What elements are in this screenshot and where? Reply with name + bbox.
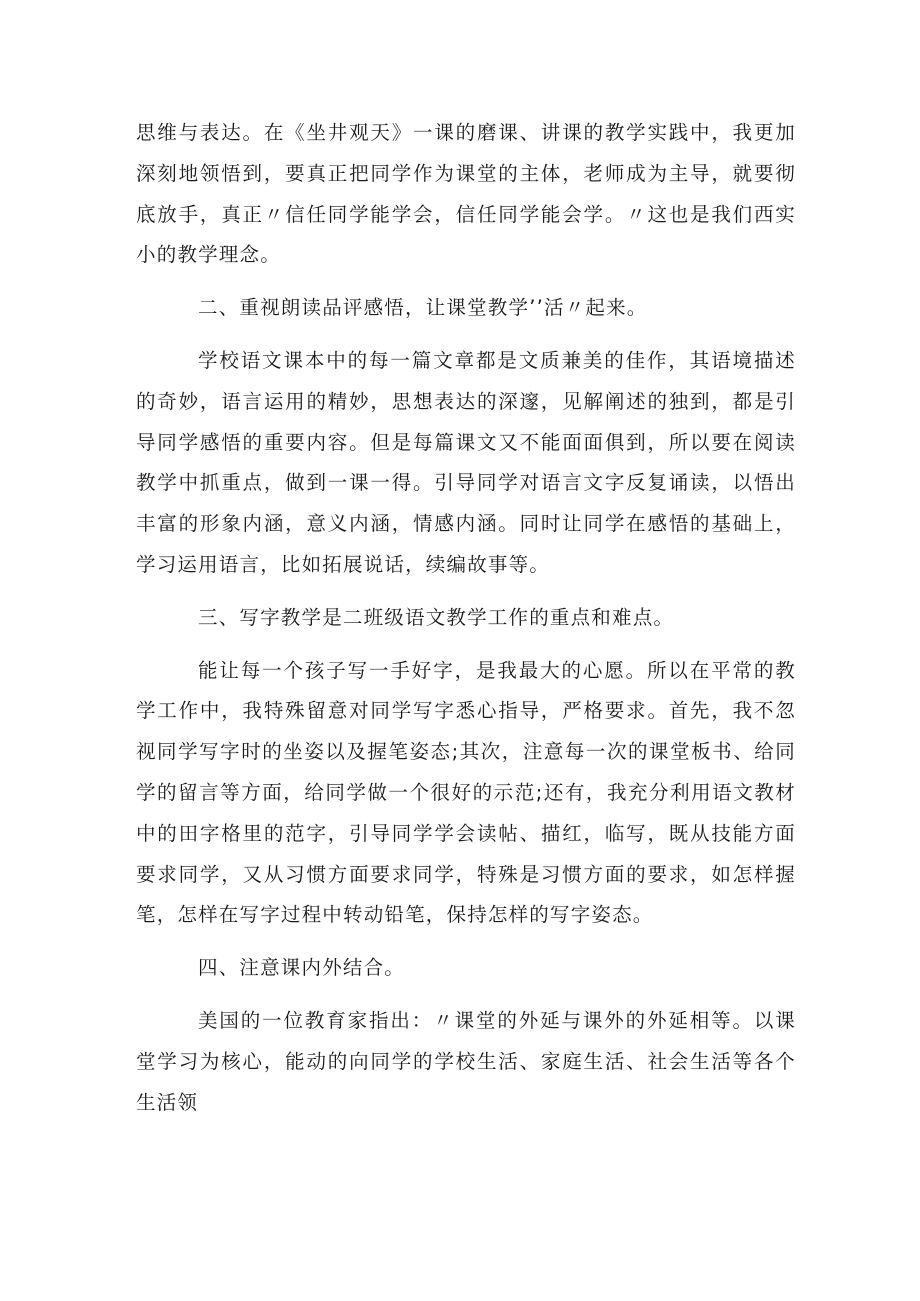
paragraph-writing: 能让每一个孩子写一手好字，是我最大的心愿。所以在平常的教学工作中，我特殊留意对同学写字悉心指导，严格要求。首先，我不忽视同学写字时的坐姿以及握笔姿态;其次，注意每一次的课堂板书、给同学的留言等方面，给同学做一个很好的示范;还有，我充分利用语文教材中的田字格里的范字，引导同学学会读帖、描红，临写，既从技能方面要求同学，又从习惯方面要求同学，特殊是习惯方面的要求，如怎样握笔，怎样在写字过程中转动铅笔，保持怎样的写字姿态。	[136, 658, 796, 927]
paragraph-integration: 美国的一位教育家指出：〃课堂的外延与课外的外延相等。以课堂学习为核心，能动的向同学的学校生活、家庭生活、社会生活等各个生活领	[136, 1008, 796, 1114]
document-body	[136, 113, 796, 1123]
section-heading-writing: 三、写字教学是二班级语文教学工作的重点和难点。	[198, 605, 675, 629]
paragraph-continuation: 思维与表达。在《坐井观天》一课的磨课、讲课的教学实践中，我更加深刻地领悟到，要真正把同学作为课堂的主体，老师成为主导，就要彻底放手，真正〃信任同学能学会，信任同学能会学。〃这也是我们西实小的教学理念。	[136, 121, 796, 267]
section-heading-reading: 二、重视朗读品评感悟，让课堂教学’’活〃起来。	[198, 296, 648, 320]
paragraph-reading: 学校语文课本中的每一篇文章都是文质兼美的佳作，其语境描述的奇妙，语言运用的精妙，思想表达的深邃，见解阐述的独到，都是引导同学感悟的重要内容。但是每篇课文又不能面面俱到，所以要在阅读教学中抓重点，做到一课一得。引导同学对语言文字反复诵读，以悟出丰富的形象内涵，意义内涵，情感内涵。同时让同学在感悟的基础上，学习运用语言，比如拓展说话，续编故事等。	[136, 348, 796, 576]
section-heading-integration: 四、注意课内外结合。	[198, 956, 406, 980]
